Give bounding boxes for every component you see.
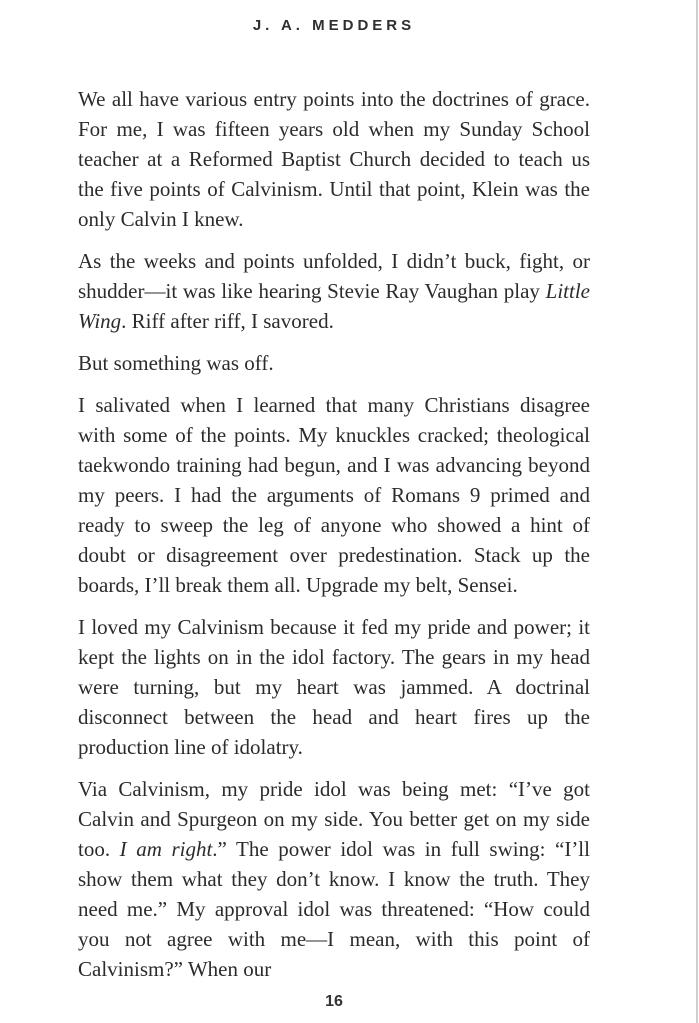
page-number: 16 xyxy=(325,993,343,1010)
paragraph xyxy=(78,390,590,600)
text-run: Via Calvinism, my pride idol was being met: “I’ve got Calvin and Spurgeon on my side. You better get on my side too. xyxy=(78,777,590,861)
paragraph xyxy=(78,612,590,762)
paragraph xyxy=(78,774,590,984)
running-header-author: J. A. MEDDERS xyxy=(252,17,416,34)
text-run: .” The power idol was in full swing: “I’ll show them what they don’t know. I know the truth. They need me.” My approval idol was threatened: “How could you not agree with me—I mean, with this point of Calvinism?” When our xyxy=(78,837,590,981)
page-body xyxy=(78,84,590,984)
paragraph xyxy=(78,246,590,336)
text-run: But something was off. xyxy=(78,351,274,375)
italic-text-run: I am right xyxy=(119,837,213,861)
paragraph xyxy=(78,84,590,234)
page-edge-line xyxy=(696,0,698,1023)
paragraph xyxy=(78,348,590,378)
text-run: As the weeks and points unfolded, I didn’t buck, fight, or shudder—it was like hearing Stevie Ray Vaughan play xyxy=(78,249,590,303)
text-run: We all have various entry points into the doctrines of grace. For me, I was fifteen years old when my Sunday School teacher at a Reformed Baptist Church decided to teach us the five points of Calvinism. Until that point, Klein was the only Calvin I knew. xyxy=(78,87,590,231)
italic-text-run: Little Wing xyxy=(78,279,590,333)
text-run: . Riff after riff, I savored. xyxy=(121,309,334,333)
text-run: I salivated when I learned that many Christians disagree with some of the points. My knuckles cracked; theological taekwondo training had begun, and I was advancing beyond my peers. I had the arguments of Romans 9 primed and ready to sweep the leg of anyone who showed a hint of doubt or disagreement over predestination. Stack up the boards, I’ll break them all. Upgrade my belt, Sensei. xyxy=(78,393,590,597)
text-run: I loved my Calvinism because it fed my pride and power; it kept the lights on in the idol factory. The gears in my head were turning, but my heart was jammed. A doctrinal disconnect between the head and heart fires up the production line of idolatry. xyxy=(78,615,590,759)
